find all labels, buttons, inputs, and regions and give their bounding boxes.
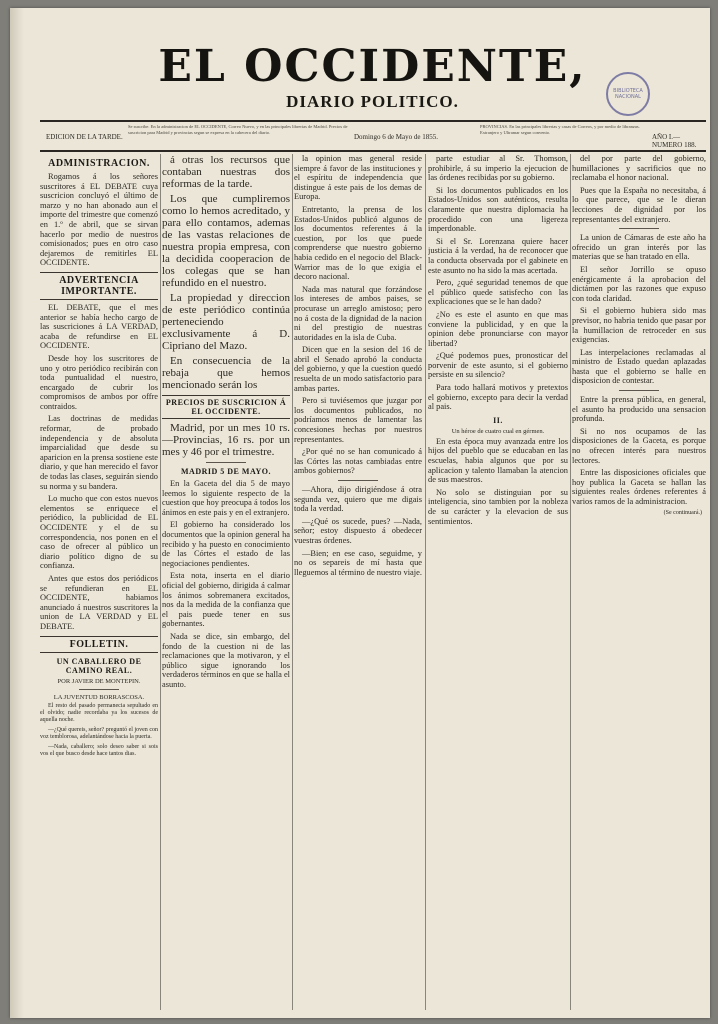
article-paragraph: —¿Qué os sucede, pues? —Nada, señor; estoy dispuesto á obedecer vuestras órdenes. xyxy=(294,516,422,545)
column-rule xyxy=(570,154,571,1010)
article-paragraph: Pero, ¿qué seguridad tenemos de que el público quede satisfecho con las explicaciones que se le han dado? xyxy=(428,278,568,307)
article-paragraph: Nada mas natural que forzándose los intereses de ambos paises, se procurase un arreglo amistoso; pero no á costa de la dignidad de la nacion ni del prestigio de nuestras autoridades en la isla de Cuba. xyxy=(294,284,422,342)
library-stamp-text: BIBLIOTECA NACIONAL xyxy=(613,88,643,100)
advert-paragraph: Desde hoy los suscritores de uno y otro periódico recibirán con toda puntualidad el nuestro, encargado de cubrir los compromisos de ambos por offre contraidos. xyxy=(40,353,158,411)
column-4 xyxy=(428,154,568,1014)
heading-precios: PRECIOS DE SUSCRICION Á EL OCCIDENTE. xyxy=(162,395,290,419)
section-subtitle: Un héroe de cuatro cual en gérmen. xyxy=(451,427,545,435)
divider xyxy=(338,480,378,481)
intro-paragraph: En consecuencia de la rebaja que hemos mencionado serán los xyxy=(162,355,290,391)
page-fold-shadow xyxy=(10,8,24,1018)
article-paragraph: Entre la prensa pública, en general, el asunto ha producido una sensacion profunda. xyxy=(572,395,706,424)
article-paragraph: ¿Qué podemos pues, pronosticar del porvenir de este asunto, si el gobierno persiste en su silencio? xyxy=(428,351,568,380)
folletin-author: POR JAVIER DE MONTEPIN. xyxy=(57,677,141,685)
admin-text: Rogamos á los señores suscritores á EL DEBATE cuya suscricion concluyó el último de marzo y no han abonado aun el importe del trimestre que comenzó en 1.º de abril, que se sirvan hacerlo por medio de nuestros comisionados; pues en otro caso dejaremos de remitirles EL OCCIDENTE. xyxy=(40,172,158,268)
column-rule xyxy=(160,154,161,1010)
article-paragraph: Las interpelaciones reclamadas al ministro de Estado quedan aplazadas hasta que el gobierno se halle en disposicion de contestar. xyxy=(572,347,706,386)
divider xyxy=(619,390,659,391)
column-rule xyxy=(425,154,426,1010)
subscription-notice-right: PROVINCIAS. En las principales librerias y casas de Correos, y por medio de libranzas. Extranjero y Ultramar segun convenio. xyxy=(480,124,640,135)
prices-text: Madrid, por un mes 10 rs.—Provincias, 16 rs. por un mes y 46 por el trimestre. xyxy=(162,422,290,458)
folletin-title: UN CABALLERO DE CAMINO REAL. xyxy=(56,656,142,675)
issue-number: AÑO I.—NUMERO 188. xyxy=(652,133,697,149)
advert-paragraph: Las doctrinas de medidas reformar, de probado independencia y de absoluta imparcialidad que desde su aparicion en la prensa sostiene este diario, y que han merecido el favor de todas las clases, seguirán siendo su norma y su bandera. xyxy=(40,414,158,491)
article-paragraph: El gobierno ha considerado los documentos que la opinion general ha recibido y ha puesto en conocimiento de las Córtes el estado de las negociaciones pendientes. xyxy=(162,520,290,568)
advert-paragraph: Antes que estos dos periódicos se refundieran en EL OCCIDENTE, habiamos anunciado á nuestros suscritores la union de LA VERDAD y EL DEBATE. xyxy=(40,573,158,631)
article-paragraph: El señor Jorrillo se opuso enérgicamente á la aprobacion del dictámen por las razones que expuso con toda claridad. xyxy=(572,264,706,303)
issue-date: Domingo 6 de Mayo de 1855. xyxy=(354,133,438,141)
intro-paragraph: La propiedad y direccion de este periódico continúa perteneciendo exclusivamente á D. Cipriano del Mazo. xyxy=(162,292,290,352)
divider xyxy=(206,462,246,463)
heading-administracion: ADMINISTRACION. xyxy=(48,158,150,169)
folletin-chapter: LA JUVENTUD BORRASCOSA. xyxy=(53,693,145,701)
article-paragraph: ¿No es este el asunto en que mas conviene la publicidad, y en que la opinion debe pronunciarse con mayor libertad? xyxy=(428,309,568,348)
article-paragraph: En esta época muy avanzada entre los hijos del pueblo que se educaban en las escuelas, habia algunos que por su aplicacion y talento llamaban la atencion de sus maestros. xyxy=(428,436,568,485)
newspaper-page xyxy=(10,8,710,1018)
article-paragraph: Si el gobierno hubiera sido mas previsor, no habria tenido que pasar por la humillacion de retroceder en sus exigencias. xyxy=(572,306,706,345)
article-paragraph: Entre las disposiciones oficiales que hoy publica la Gaceta se hallan las siguientes reales órdenes referentes á varios ramos de la administracion. xyxy=(572,468,706,506)
article-paragraph: parte estudiar al Sr. Thomson, prohibirle, á su imperio la ejecucion de las órdenes recibidas por su gobierno. xyxy=(428,154,568,183)
divider xyxy=(79,689,119,690)
article-paragraph: Esta nota, inserta en el diario oficial del gobierno, dirigida á calmar los ánimos sobremanera excitados, nos da la medida de la confianza que el pais puede tener en sus gobernantes. xyxy=(162,571,290,629)
article-paragraph: —Ahora, dijo dirigiéndose á otra segunda vez, quiero que me digais toda la verdad. xyxy=(294,485,422,514)
continued-note: (Se continuará.) xyxy=(663,509,702,516)
intro-paragraph: Los que cumpliremos como lo hemos acreditado, y para ello contamos, ademas de las vastas relaciones de nuestra propia empresa, con la decidida cooperacion de los colegas que se han refundido en el nuestro. xyxy=(162,193,290,289)
column-rule xyxy=(292,154,293,1010)
edition-label: EDICION DE LA TARDE. xyxy=(46,133,123,141)
article-paragraph: —Bien; en ese caso, seguidme, y no os separeis de mí hasta que lleguemos al término de nuestro viaje. xyxy=(294,548,422,577)
article-paragraph: del por parte del gobierno, humillaciones y sacrificios que no reclamaba el honor nacional. xyxy=(572,154,706,183)
article-paragraph: Pues que la España no necesitaba, á lo que parece, que se le dieran lecciones de dignidad por los representantes del extranjero. xyxy=(572,185,706,224)
heading-madrid: MADRID 5 DE MAYO. xyxy=(181,467,271,476)
article-paragraph: Si los documentos publicados en los Estados-Unidos son auténticos, resulta claramente que nuestra diplomacia ha procedido con una ligereza imperdonable. xyxy=(428,185,568,234)
subscription-notice-left: Se suscribe. En la administracion de EL OCCIDENTE, Correo Nuevo, y en las principales librerias de Madrid. Precios de suscricion para Madrid y provincias segun se expresa en la cabecera del diario. xyxy=(128,124,348,135)
intro-paragraph: á otras los recursos que contaban nuestras dos reformas de la tarde. xyxy=(162,154,290,190)
article-paragraph: Dicen que en la sesion del 16 de abril el Senado aprobó la conducta del gobierno, y que la cuestion quedó resuelta de un modo satisfactorio para ambas partes. xyxy=(294,345,422,393)
library-stamp xyxy=(606,72,650,116)
heading-folletin: FOLLETIN. xyxy=(40,636,158,653)
article-paragraph: Nada se dice, sin embargo, del fondo de la cuestion ni de las reclamaciones que la motivaron, y el público sigue ignorando los verdaderos términos en que se halla el asunto. xyxy=(162,631,290,689)
advert-paragraph: EL DEBATE, que el mes anterior se había hecho cargo de las suscriciones á LA VERDAD, acaba de refundirse en EL OCCIDENTE. xyxy=(40,302,158,351)
newspaper-title: EL OCCIDENTE, xyxy=(158,41,587,92)
section-number: II. xyxy=(493,415,503,425)
column-1 xyxy=(40,154,158,1014)
advert-paragraph: Lo mucho que con estos nuevos elementos se enriquece el periódico, la publicidad de EL OCCIDENTE y el de su correspondencia, nos ponen en el caso de ofrecer al público un diario político digno de su confianza. xyxy=(40,494,158,571)
heading-advertencia: ADVERTENCIA IMPORTANTE. xyxy=(40,272,158,300)
article-paragraph: ¿Por qué no se han comunicado á las Córtes las notas cambiadas entre ambos gobiernos? xyxy=(294,447,422,476)
article-paragraph: Para todo hallará motivos y pretextos el gobierno, excepto para decir la verdad al pais. xyxy=(428,383,568,412)
newspaper-subtitle: DIARIO POLITICO. xyxy=(286,92,459,111)
article-paragraph: Entretanto, la prensa de los Estados-Unidos publicó algunos de los documentos referentes á la cuestion, por los que puede comprenderse que nuestro gobierno habia cedido en el negocio del Black-Warrior mas de lo que exigia el decoro nacional. xyxy=(294,204,422,282)
folletin-paragraph: —¿Qué quereis, señor? preguntó el joven con voz temblorosa, adelantándose hacia la puerta. xyxy=(40,726,158,740)
column-2 xyxy=(162,154,290,1014)
divider xyxy=(619,228,659,229)
article-paragraph: Si no nos ocupamos de las disposiciones de la Gaceta, es porque no ofrecen interés para nuestros lectores. xyxy=(572,426,706,465)
article-paragraph: La union de Cámaras de este año ha ofrecido un gran interés por las materias que se han tratado en ella. xyxy=(572,233,706,262)
article-paragraph: Pero si tuviésemos que juzgar por los documentos publicados, no podríamos menos de lamentar las concesiones hechas por nuestros representantes. xyxy=(294,396,422,444)
article-paragraph: No solo se distinguian por su inteligencia, sino tambien por la nobleza de su carácter y la elevacion de sus sentimientos. xyxy=(428,487,568,526)
article-paragraph: la opinion mas general reside siempre á favor de las instituciones y el espíritu de independencia que distingue á este pais de los demas de Europa. xyxy=(294,154,422,202)
article-paragraph: En la Gaceta del dia 5 de mayo leemos lo siguiente respecto de la cuestion que hoy preocupa á todos los ánimos en este pais y en el extranjero. xyxy=(162,479,290,517)
folletin-paragraph: El resto del pasado permanecia sepultado en el olvido; nadie recordaba ya los sucesos de aquella noche. xyxy=(40,702,158,723)
masthead xyxy=(40,41,705,114)
info-bar xyxy=(40,120,706,152)
column-5 xyxy=(572,154,706,1014)
article-paragraph: Si el Sr. Lorenzana quiere hacer justicia á la verdad, ha de reconocer que la conducta observada por el gabinete en este asunto no ha sido la mas acertada. xyxy=(428,236,568,275)
column-3 xyxy=(294,154,422,1014)
folletin-paragraph: —Nada, caballero; solo deseo saber si sois vos el que busco desde hace tantos dias. xyxy=(40,743,158,757)
